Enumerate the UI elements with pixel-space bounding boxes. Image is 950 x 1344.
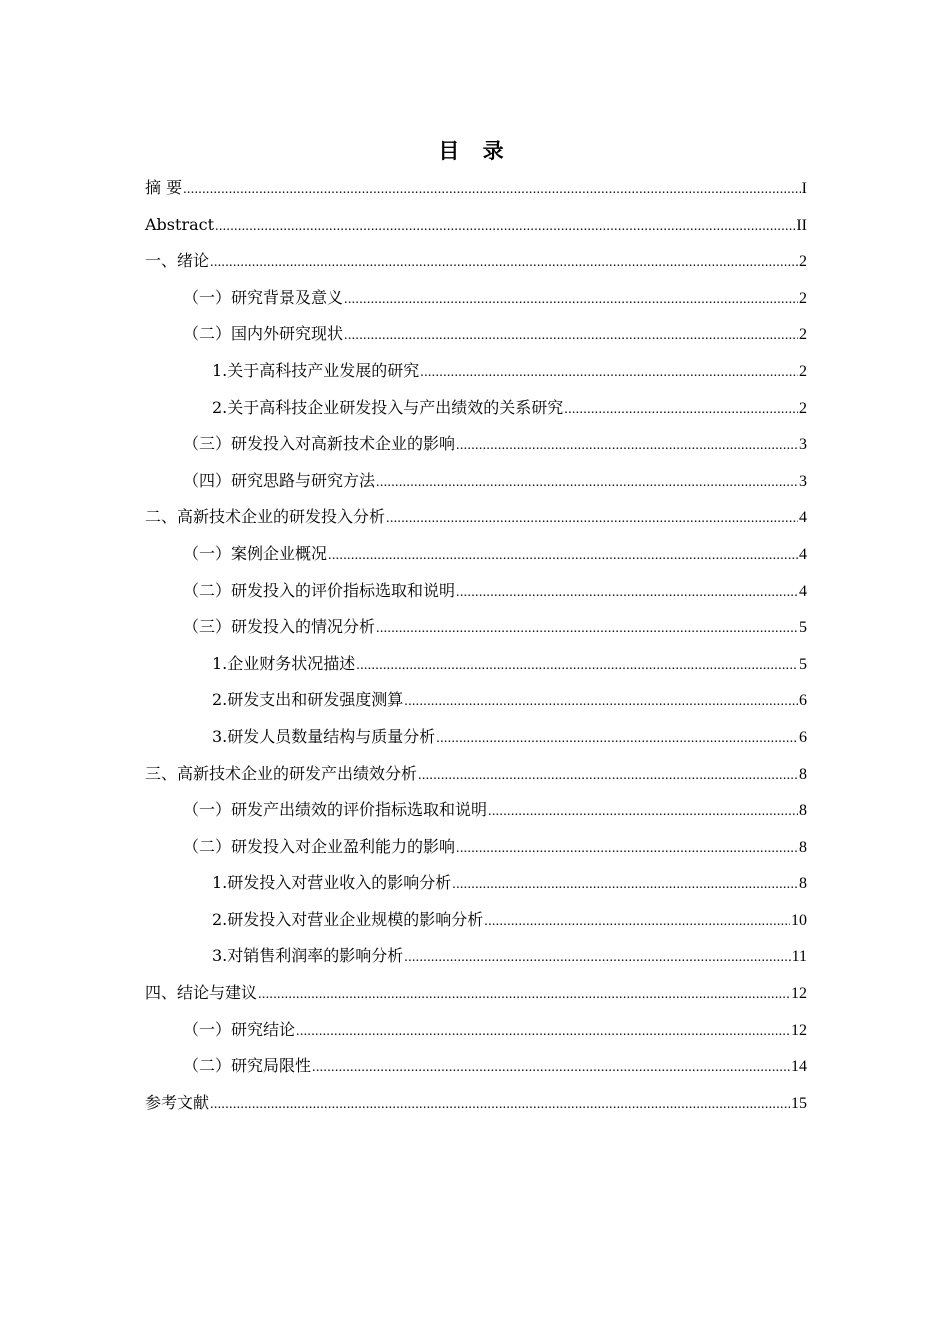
toc-entry-page: II bbox=[796, 216, 807, 234]
toc-entry[interactable] bbox=[145, 719, 807, 756]
toc-entry-page: 8 bbox=[799, 838, 807, 856]
toc-entry-label: （二）研发投入对企业盈利能力的影响 bbox=[183, 836, 456, 856]
toc-entry[interactable] bbox=[145, 865, 807, 902]
toc-entry-label: 3.对销售利润率的影响分析 bbox=[212, 946, 404, 966]
toc-dot-leader bbox=[210, 245, 798, 282]
toc-entry-page: 14 bbox=[791, 1058, 807, 1076]
toc-dot-leader bbox=[420, 355, 798, 392]
toc-entry-label: （一）研发产出绩效的评价指标选取和说明 bbox=[183, 800, 488, 820]
toc-entry-label: （一）案例企业概况 bbox=[183, 543, 328, 563]
toc-entry[interactable] bbox=[145, 756, 807, 793]
toc-entry-label: （二）研发投入的评价指标选取和说明 bbox=[183, 580, 456, 600]
toc-entry-label: Abstract bbox=[145, 214, 215, 234]
toc-entry[interactable] bbox=[145, 975, 807, 1012]
toc-entry-label: 1.企业财务状况描述 bbox=[212, 653, 356, 673]
toc-dot-leader bbox=[215, 209, 795, 246]
toc-dot-leader bbox=[344, 318, 798, 355]
toc-entry[interactable] bbox=[145, 902, 807, 939]
toc-dot-leader bbox=[484, 904, 790, 941]
toc-entry-label: （一）研究背景及意义 bbox=[183, 287, 344, 307]
toc-entry[interactable] bbox=[145, 829, 807, 866]
toc-entry-page: 2 bbox=[799, 362, 807, 380]
toc-entry-label: （一）研究结论 bbox=[183, 1019, 296, 1039]
toc-dot-leader bbox=[488, 794, 798, 831]
toc-dot-leader bbox=[312, 1050, 790, 1087]
toc-entry-page: 5 bbox=[799, 619, 807, 637]
toc-entry-label: 三、高新技术企业的研发产出绩效分析 bbox=[145, 763, 418, 783]
toc-entry-page: 2 bbox=[799, 399, 807, 417]
toc-dot-leader bbox=[456, 428, 798, 465]
toc-entry-page: 6 bbox=[799, 728, 807, 746]
toc-dot-leader bbox=[258, 977, 790, 1014]
toc-dot-leader bbox=[376, 611, 798, 648]
toc-entry-page: 11 bbox=[791, 948, 807, 966]
toc-dot-leader bbox=[344, 282, 798, 319]
toc-dot-leader bbox=[452, 867, 798, 904]
toc-entry-label: （三）研发投入的情况分析 bbox=[183, 617, 376, 637]
toc-entry-page: 4 bbox=[799, 509, 807, 527]
toc-entry[interactable] bbox=[145, 573, 807, 610]
toc-entry-page: 2 bbox=[799, 253, 807, 271]
toc-dot-leader bbox=[376, 465, 798, 502]
toc-entry-label: 2.研发投入对营业企业规模的影响分析 bbox=[212, 909, 484, 929]
toc-entry[interactable] bbox=[145, 682, 807, 719]
toc-entry[interactable] bbox=[145, 1012, 807, 1049]
toc-entry[interactable] bbox=[145, 1085, 807, 1122]
toc-entry-page: 4 bbox=[799, 545, 807, 563]
toc-entry[interactable] bbox=[145, 646, 807, 683]
toc-entry-page: 3 bbox=[799, 472, 807, 490]
toc-entry-page: 10 bbox=[791, 911, 807, 929]
toc-entry-page: 4 bbox=[799, 582, 807, 600]
toc-entry-page: 8 bbox=[799, 765, 807, 783]
toc-dot-leader bbox=[456, 575, 798, 612]
toc-entry-page: 5 bbox=[799, 655, 807, 673]
toc-entry-label: 二、高新技术企业的研发投入分析 bbox=[145, 507, 386, 527]
toc-entry[interactable] bbox=[145, 938, 807, 975]
toc-entry-page: 12 bbox=[791, 985, 807, 1003]
toc-entry-label: （二）研究局限性 bbox=[183, 1056, 312, 1076]
toc-entry[interactable] bbox=[145, 243, 807, 280]
toc-entry[interactable] bbox=[145, 463, 807, 500]
toc-entry-label: 摘 要 bbox=[145, 178, 183, 197]
toc-entry-label: 参考文献 bbox=[145, 1092, 210, 1112]
toc-dot-leader bbox=[210, 1087, 790, 1124]
toc-entry[interactable] bbox=[145, 499, 807, 536]
toc-entry-page: 6 bbox=[799, 692, 807, 710]
toc-dot-leader bbox=[418, 758, 798, 795]
toc-entry-label: （三）研发投入对高新技术企业的影响 bbox=[183, 434, 456, 454]
toc-dot-leader bbox=[356, 648, 798, 685]
toc-entry-label: 3.研发人员数量结构与质量分析 bbox=[212, 726, 436, 746]
toc-entry[interactable] bbox=[145, 536, 807, 573]
toc-entry[interactable] bbox=[145, 609, 807, 646]
toc-dot-leader bbox=[328, 538, 798, 575]
toc-dot-leader bbox=[404, 940, 790, 977]
toc-entry[interactable] bbox=[145, 1048, 807, 1085]
toc-entry[interactable] bbox=[145, 170, 807, 207]
toc-dot-leader bbox=[436, 721, 798, 758]
toc-dot-leader bbox=[296, 1014, 790, 1051]
toc-dot-leader bbox=[183, 172, 801, 209]
toc-entry-label: 2.关于高科技企业研发投入与产出绩效的关系研究 bbox=[212, 397, 564, 417]
toc-list bbox=[145, 170, 807, 1121]
toc-entry-label: 四、结论与建议 bbox=[145, 983, 258, 1003]
toc-entry-label: 2.研发支出和研发强度测算 bbox=[212, 690, 404, 710]
toc-entry[interactable] bbox=[145, 390, 807, 427]
toc-entry-page: 15 bbox=[791, 1094, 807, 1112]
toc-entry[interactable] bbox=[145, 792, 807, 829]
toc-dot-leader bbox=[564, 392, 798, 429]
toc-title: 目 录 bbox=[438, 138, 512, 163]
toc-entry[interactable] bbox=[145, 316, 807, 353]
toc-entry-label: 1.研发投入对营业收入的影响分析 bbox=[212, 873, 452, 893]
toc-entry-label: 1.关于高科技产业发展的研究 bbox=[212, 360, 420, 380]
toc-entry-page: 8 bbox=[799, 875, 807, 893]
toc-dot-leader bbox=[386, 501, 798, 538]
toc-dot-leader bbox=[456, 831, 798, 868]
toc-entry-label: （二）国内外研究现状 bbox=[183, 324, 344, 344]
toc-entry[interactable] bbox=[145, 426, 807, 463]
toc-entry-page: 3 bbox=[799, 436, 807, 454]
toc-dot-leader bbox=[404, 684, 798, 721]
toc-entry-page: I bbox=[801, 180, 807, 197]
toc-entry-label: （四）研究思路与研究方法 bbox=[183, 470, 376, 490]
toc-entry-page: 8 bbox=[799, 802, 807, 820]
toc-entry-page: 2 bbox=[799, 326, 807, 344]
toc-entry[interactable] bbox=[145, 207, 807, 244]
toc-entry[interactable] bbox=[145, 353, 807, 390]
toc-entry-page: 12 bbox=[791, 1021, 807, 1039]
toc-entry-label: 一、绪论 bbox=[145, 251, 210, 271]
toc-entry[interactable] bbox=[145, 280, 807, 317]
toc-entry-page: 2 bbox=[799, 289, 807, 307]
